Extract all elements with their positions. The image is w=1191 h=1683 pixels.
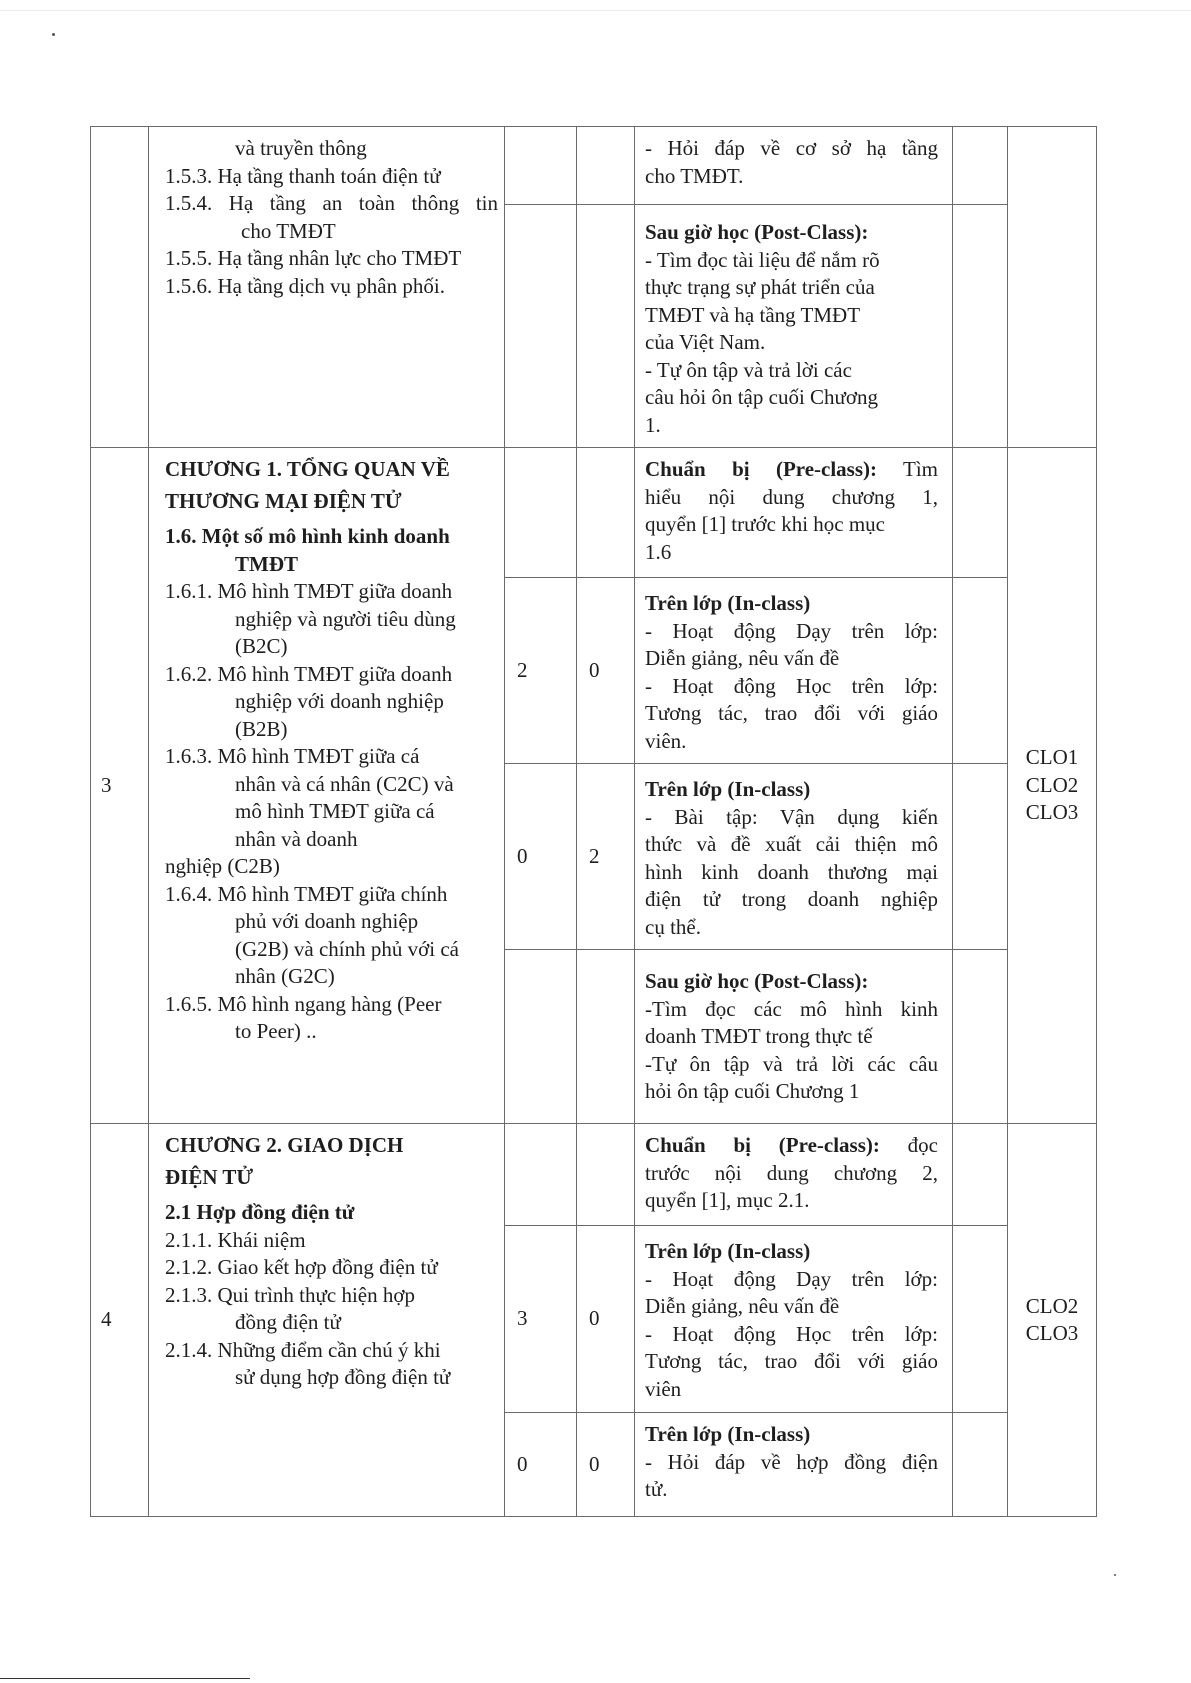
- assessment-cell: [953, 1226, 1008, 1413]
- topic-line: cho TMĐT: [241, 218, 336, 243]
- practice-hours: 2: [577, 764, 635, 950]
- practice-hours: 0: [577, 1413, 635, 1517]
- topic-cell: [149, 127, 505, 448]
- section-title: 2.1 Hợp đồng điện tử: [165, 1200, 355, 1224]
- activity-line: quyển [1] trước khi học mục: [645, 512, 886, 536]
- theory-hours-cell: [505, 1124, 577, 1226]
- activity-title: Trên lớp (In-class): [645, 1239, 811, 1263]
- theory-hours-cell: [505, 205, 577, 448]
- activity-line: hiểu nội dung chương 1,: [645, 484, 938, 509]
- practice-hours-cell: [577, 205, 635, 448]
- clo-code: CLO1: [1025, 745, 1079, 770]
- topic-line: 1.6.1. Mô hình TMĐT giữa doanh: [165, 579, 453, 603]
- topic-line: to Peer) ..: [235, 1019, 317, 1043]
- topic-line: 1.6.2. Mô hình TMĐT giữa doanh: [165, 661, 453, 686]
- topic-line: 1.5.4. Hạ tầng an toàn thông tin: [165, 191, 498, 215]
- activity-line: - Hỏi đáp về cơ sở hạ tầng: [645, 136, 938, 160]
- activity-cell: [635, 950, 953, 1124]
- clo-cell: [1008, 127, 1097, 448]
- theory-hours-cell: [505, 950, 577, 1124]
- table-row: [91, 127, 1097, 205]
- topic-line: nghiệp và người tiêu dùng: [235, 606, 456, 631]
- activity-line: thực trạng sự phát triển của: [645, 275, 875, 299]
- activity-title: Sau giờ học (Post-Class):: [645, 220, 869, 244]
- chapter-title: CHƯƠNG 1. TỔNG QUAN VỀ: [165, 457, 450, 481]
- activity-line: câu hỏi ôn tập cuối Chương: [645, 385, 879, 409]
- clo-cell: [1008, 448, 1097, 1124]
- topic-line: và truyền thông: [235, 136, 367, 160]
- practice-hours-cell: [577, 1124, 635, 1226]
- week-number: 3: [91, 448, 149, 1124]
- activity-line: - Tìm đọc tài liệu để nắm rõ: [645, 247, 880, 272]
- topic-line: 2.1.1. Khái niệm: [165, 1227, 306, 1252]
- assessment-cell: [953, 578, 1008, 764]
- practice-hours-cell: [577, 127, 635, 205]
- practice-hours: 0: [577, 578, 635, 764]
- activity-line: 1.6: [645, 539, 672, 564]
- activity-line: Tương tác, trao đổi với giáo: [645, 1349, 938, 1373]
- clo-code: CLO3: [1025, 1321, 1079, 1345]
- chapter-title: ĐIỆN TỬ: [165, 1164, 254, 1189]
- assessment-cell: [953, 1413, 1008, 1517]
- topic-line: 2.1.3. Qui trình thực hiện hợp: [165, 1282, 415, 1307]
- activity-line: Tìm: [877, 457, 938, 481]
- topic-line: 1.5.3. Hạ tầng thanh toán điện tử: [165, 163, 441, 188]
- activity-cell: [635, 127, 953, 205]
- practice-hours: 0: [577, 1226, 635, 1413]
- activity-line: đọc: [879, 1133, 938, 1157]
- topic-line: sử dụng hợp đồng điện tử: [235, 1365, 451, 1389]
- activity-line: - Hỏi đáp về hợp đồng điện: [645, 1449, 938, 1474]
- topic-line: 2.1.4. Những điểm cần chú ý khi: [165, 1337, 441, 1362]
- practice-hours-cell: [577, 950, 635, 1124]
- activity-line: Diễn giảng, nêu vấn đề: [645, 1294, 840, 1318]
- activity-line: quyển [1], mục 2.1.: [645, 1188, 810, 1212]
- topic-line: nghiệp với doanh nghiệp: [235, 689, 444, 713]
- activity-line: 1.: [645, 412, 661, 437]
- activity-line: - Hoạt động Dạy trên lớp:: [645, 618, 938, 643]
- week-cell: [91, 127, 149, 448]
- activity-line: thức và đề xuất cải thiện mô: [645, 832, 938, 856]
- activity-line: - Hoạt động Dạy trên lớp:: [645, 1266, 938, 1291]
- activity-line: cho TMĐT.: [645, 163, 744, 188]
- activity-line: - Hoạt động Học trên lớp:: [645, 673, 938, 698]
- theory-hours: 2: [505, 578, 577, 764]
- theory-hours-cell: [505, 127, 577, 205]
- chapter-title: CHƯƠNG 2. GIAO DỊCH: [165, 1133, 404, 1157]
- table-row: [91, 448, 1097, 578]
- clo-code: CLO3: [1025, 800, 1079, 825]
- topic-cell: [149, 448, 505, 1124]
- footer-rule: [0, 1678, 250, 1679]
- activity-cell: [635, 1413, 953, 1517]
- activity-line: - Tự ôn tập và trả lời các: [645, 357, 852, 382]
- theory-hours: 0: [505, 764, 577, 950]
- assessment-cell: [953, 448, 1008, 578]
- topic-line: mô hình TMĐT giữa cá: [235, 799, 435, 823]
- clo-code: CLO2: [1025, 772, 1079, 797]
- activity-line: - Bài tập: Vận dụng kiến: [645, 804, 938, 829]
- scan-speck: [1114, 1574, 1116, 1576]
- activity-line: tử.: [645, 1477, 668, 1501]
- activity-line: viên.: [645, 728, 687, 753]
- table-row: [91, 1124, 1097, 1226]
- activity-line: viên: [645, 1376, 682, 1401]
- activity-line: - Hoạt động Học trên lớp:: [645, 1321, 938, 1346]
- section-title: TMĐT: [235, 551, 298, 576]
- topic-line: (B2B): [235, 716, 288, 741]
- activity-title: Trên lớp (In-class): [645, 777, 811, 801]
- activity-title: Trên lớp (In-class): [645, 591, 811, 615]
- topic-line: (B2C): [235, 634, 288, 658]
- activity-title: Chuẩn bị (Pre-class):: [645, 457, 878, 481]
- topic-line: đồng điện tử: [235, 1310, 341, 1334]
- activity-cell: [635, 448, 953, 578]
- activity-cell: [635, 1124, 953, 1226]
- topic-line: nhân và cá nhân (C2C) và: [235, 771, 454, 796]
- topic-line: 1.5.5. Hạ tầng nhân lực cho TMĐT: [165, 246, 462, 270]
- activity-title: Sau giờ học (Post-Class):: [645, 969, 869, 993]
- activity-line: -Tìm đọc các mô hình kinh: [645, 996, 938, 1021]
- activity-line: trước nội dung chương 2,: [645, 1160, 938, 1185]
- practice-hours-cell: [577, 448, 635, 578]
- activity-line: hình kinh doanh thương mại: [645, 859, 938, 884]
- assessment-cell: [953, 950, 1008, 1124]
- topic-cell: [149, 1124, 505, 1517]
- activity-cell: [635, 764, 953, 950]
- topic-line: 1.6.3. Mô hình TMĐT giữa cá: [165, 744, 420, 768]
- topic-line: nhân (G2C): [235, 964, 335, 988]
- assessment-cell: [953, 764, 1008, 950]
- theory-hours: 0: [505, 1413, 577, 1517]
- topic-line: 1.6.4. Mô hình TMĐT giữa chính: [165, 881, 448, 906]
- theory-hours: 3: [505, 1226, 577, 1413]
- clo-code: CLO2: [1025, 1293, 1079, 1318]
- week-number: 4: [91, 1124, 149, 1517]
- syllabus-schedule-table: [90, 126, 1097, 1517]
- activity-line: TMĐT và hạ tầng TMĐT: [645, 302, 861, 327]
- activity-line: hỏi ôn tập cuối Chương 1: [645, 1079, 860, 1103]
- activity-cell: [635, 578, 953, 764]
- activity-cell: [635, 205, 953, 448]
- activity-line: -Tự ôn tập và trả lời các câu: [645, 1051, 938, 1076]
- activity-line: điện tử trong doanh nghiệp: [645, 887, 938, 911]
- activity-line: Diễn giảng, nêu vấn đề: [645, 646, 840, 670]
- topic-line: phủ với doanh nghiệp: [235, 909, 419, 933]
- activity-title: Trên lớp (In-class): [645, 1422, 811, 1446]
- scan-speck: [52, 33, 55, 36]
- activity-line: của Việt Nam.: [645, 330, 766, 354]
- assessment-cell: [953, 127, 1008, 205]
- chapter-title: THƯƠNG MẠI ĐIỆN TỬ: [165, 488, 402, 513]
- topic-line: 1.6.5. Mô hình ngang hàng (Peer: [165, 991, 442, 1016]
- activity-cell: [635, 1226, 953, 1413]
- page-top-rule: [0, 10, 1191, 11]
- topic-line: nhân và doanh: [235, 826, 358, 851]
- topic-line: (G2B) và chính phủ với cá: [235, 936, 459, 961]
- activity-title: Chuẩn bị (Pre-class):: [645, 1133, 880, 1157]
- topic-line: 2.1.2. Giao kết hợp đồng điện tử: [165, 1255, 438, 1279]
- activity-line: cụ thể.: [645, 914, 701, 939]
- topic-line: 1.5.6. Hạ tầng dịch vụ phân phối.: [165, 273, 445, 298]
- activity-line: doanh TMĐT trong thực tế: [645, 1024, 873, 1048]
- section-title: 1.6. Một số mô hình kinh doanh: [165, 524, 450, 548]
- activity-line: Tương tác, trao đổi với giáo: [645, 701, 938, 725]
- assessment-cell: [953, 205, 1008, 448]
- topic-line: nghiệp (C2B): [165, 854, 280, 878]
- clo-cell: [1008, 1124, 1097, 1517]
- assessment-cell: [953, 1124, 1008, 1226]
- theory-hours-cell: [505, 448, 577, 578]
